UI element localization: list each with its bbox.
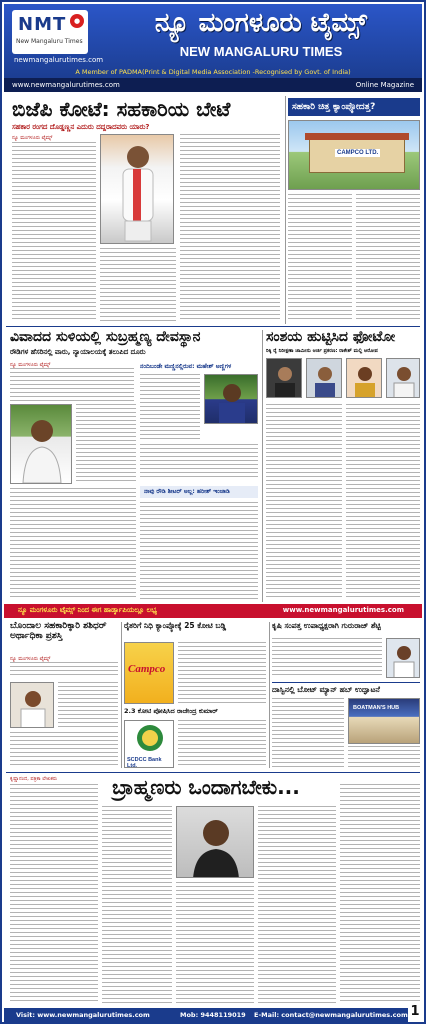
section-rule — [6, 772, 420, 773]
award-story-photo — [10, 682, 54, 728]
person-icon — [387, 639, 420, 678]
agri-story-headline[interactable]: ಕೃಷಿ ಸಂಪತ್ತ ಉಪಾಧ್ಯಕ್ಷರಾಗಿ ಗುರುರಾಜ್ ಶೆಟ್ಟಿ — [272, 621, 381, 630]
lead-column-1 — [12, 142, 96, 322]
campco-ad-image — [124, 642, 174, 704]
award-story-column-2 — [58, 682, 118, 728]
photo-story-column-1 — [266, 404, 342, 600]
photo-story-portrait-2 — [306, 358, 342, 398]
brahmin-story-column-5 — [340, 784, 420, 1004]
boatman-hub-photo — [348, 698, 420, 744]
boatman-story-column-2 — [348, 746, 420, 768]
person-icon — [307, 359, 342, 398]
brahmin-story-headline[interactable]: ಬ್ರಾಹ್ಮಣರು ಒಂದಾಗಬೇಕು... — [112, 775, 300, 799]
lead-photo — [100, 134, 174, 244]
temple-story-byline: ನ್ಯೂ ಮಂಗಳೂರು ಟೈಮ್ಸ್ — [10, 362, 51, 368]
banner-text: ನ್ಯೂ ಮಂಗಳೂರು ಟೈಮ್ಸ್ ನಿಂದ ಈಗ ಹಾರ್ಡ್ಕಾಪಿಯಲ್ಲೂ ಲಭ್ಯ — [18, 606, 157, 614]
footer-bar — [4, 1008, 422, 1022]
logo-badge-icon: ● — [70, 14, 84, 28]
masthead-tagline: A Member of PADMA(Print & Digital Media Association -Recognised by Govt. of India) — [75, 68, 351, 76]
campco-story-column-2 — [178, 720, 266, 768]
footer-phone[interactable]: Mob: 9448119019 — [180, 1011, 246, 1019]
scdcc-logo-box — [124, 720, 174, 768]
campco-story-headline[interactable]: ರೈತರಿಗೆ ನಿಧಿ ಕ್ಯಾಂಪ್ಕೋಕ್ಕೆ 25 ಕೋಟಿ ಬಡ್ಡಿ — [124, 621, 227, 630]
brahmin-story-column-2 — [102, 806, 172, 1004]
campco-logo: Campco — [128, 663, 166, 675]
boatman-story-column-1 — [272, 698, 344, 768]
person-icon — [267, 359, 302, 398]
hardcopy-banner[interactable] — [4, 604, 422, 618]
side-story-headline[interactable]: ಸಹಕಾರಿ ಚಿತ್ತ ಕ್ಯಾಂಪ್ಕೋದತ್ತ? — [288, 98, 420, 116]
building-roof — [305, 133, 409, 140]
agri-story-photo — [386, 638, 420, 678]
person-icon — [11, 683, 54, 728]
masthead-bar-website[interactable]: www.newmangalurutimes.com — [12, 81, 120, 89]
banner-website[interactable]: www.newmangalurutimes.com — [282, 606, 404, 614]
temple-story-photo — [10, 404, 72, 484]
person-icon — [11, 405, 72, 484]
person-icon — [101, 135, 174, 244]
temple-inset-photo — [204, 374, 258, 424]
person-icon — [177, 807, 254, 878]
temple-inset2-headline: ನಾವು ರೌಡಿ ಶೀಟರ್ ಅಲ್ಲ: ಹರೀಶ್ ಇಂಜಾಡಿ — [140, 486, 258, 498]
logo-subtext: New Mangaluru Times — [16, 38, 83, 45]
temple-inset2-column — [140, 502, 258, 600]
brahmin-story-column-3 — [176, 882, 254, 1004]
person-icon — [387, 359, 420, 398]
scdcc-headline: 2.3 ಕೋಟಿ ಪೋಷಿಸಿದ ರಾಜೇಂದ್ರ ಕುಮಾರ್ — [124, 707, 218, 715]
lead-column-2 — [180, 134, 280, 322]
temple-story-column-1b — [76, 404, 136, 484]
temple-story-column-1a — [10, 368, 134, 402]
brahmin-story-byline: ಕೃಷ್ಣಾನಂದ, ಪತ್ರಿಕಾ ಲೇಖಕರು — [10, 776, 58, 782]
footer-email[interactable]: E-Mail: contact@newmangalurutimes.com — [254, 1011, 408, 1019]
building-sign: CAMPCO LTD. — [337, 150, 379, 156]
photo-story-portrait-3 — [346, 358, 382, 398]
person-icon — [205, 375, 258, 424]
column-divider — [262, 330, 263, 602]
scdcc-name: SCDCC Bank Ltd. — [127, 757, 162, 768]
person-icon — [347, 359, 382, 398]
masthead-bar — [4, 78, 422, 92]
award-story-column-1 — [10, 662, 118, 678]
bank-emblem-icon — [125, 721, 174, 755]
logo-text: NMT — [18, 14, 67, 35]
temple-inset-column — [140, 374, 200, 442]
lead-byline: ನ್ಯೂ ಮಂಗಳೂರು ಟೈಮ್ಸ್ — [12, 135, 53, 141]
section-rule — [6, 326, 420, 327]
temple-story-subhead: ರೌಡಿಗಳ ಹೆಸರಿನಲ್ಲಿ ವಾರು, ನ್ಯಾಯಾಲಯಕ್ಕೆ ತಲುಪಿದ ದೂರು — [10, 348, 146, 356]
photo-story-headline[interactable]: ಸಂಶಯ ಹುಟ್ಟಿಸಿದ ಫೋಟೋ — [266, 329, 396, 345]
temple-inset-column-2 — [140, 444, 258, 480]
column-divider — [269, 622, 270, 768]
campco-story-column-1 — [178, 642, 266, 704]
lead-headline[interactable]: ಬಿಜೆಪಿ ಕೋಟೆ: ಸಹಕಾರಿಯ ಬೇಟೆ — [12, 97, 231, 121]
boatman-story-headline[interactable]: ದಾಸ್ವಿನಲ್ಲಿ ಬೋಟ್ ಮ್ಯಾನ್ ಹಬ್ ಉದ್ಘಾಟನೆ — [272, 685, 380, 694]
masthead — [4, 4, 422, 86]
lead-subhead: ಸಹಕಾರ ರಂಗದ ದೊಡ್ಡಣ್ಣನ ಎದುರು ದದ್ದರಾದವರು ಯಾರು? — [12, 123, 150, 131]
masthead-website[interactable]: newmangalurutimes.com — [14, 56, 104, 64]
footer-website[interactable]: Visit: www.newmangalurutimes.com — [16, 1011, 150, 1019]
temple-inset-headline: ನಂದಿಬಂಡೇ ಮಣ್ಣಿನಲ್ಲಿರುವ: ಮಹೇಶ್ ಅಣ್ಣಿಗಳ — [140, 363, 232, 370]
column-divider — [285, 96, 286, 324]
column-divider — [121, 622, 122, 768]
lead-column-3 — [100, 248, 176, 322]
boatman-sign: BOATMAN'S HUB — [353, 705, 400, 711]
section-rule — [272, 682, 420, 683]
side-story-column-2 — [356, 194, 420, 322]
photo-story-column-2 — [346, 404, 420, 600]
page-number: 1 — [408, 1004, 422, 1022]
temple-story-column-1c — [10, 488, 136, 600]
masthead-bar-label: Online Magazine — [355, 81, 414, 89]
brahmin-story-column-4 — [258, 806, 336, 1004]
logo[interactable] — [12, 10, 88, 54]
masthead-title-kannada: ನ್ಯೂ ಮಂಗಳೂರು ಟೈಮ್ಸ್ — [154, 8, 368, 38]
campco-building-photo — [288, 120, 420, 190]
award-story-headline[interactable]: ಬೊಂದಾಲ ಸಹಕಾರಿಕ್ಕಾರಿ ಶಶಿಧರ್ ಅರ್ಥಾಧಿಕಾ ಪ್ರಶಸ್ತಿ — [10, 621, 107, 641]
brahmin-story-column-1 — [10, 784, 98, 1004]
photo-story-portrait-1 — [266, 358, 302, 398]
side-story-column-1 — [288, 194, 352, 322]
award-story-column-3 — [10, 732, 118, 768]
masthead-title-english: NEW MANGALURU TIMES — [179, 44, 343, 59]
photo-story-portrait-4 — [386, 358, 420, 398]
award-story-byline: ನ್ಯೂ ಮಂಗಳೂರು ಟೈಮ್ಸ್ — [10, 656, 51, 662]
temple-story-headline[interactable]: ವಿವಾದದ ಸುಳಿಯಲ್ಲಿ ಸುಬ್ರಹ್ಮಣ್ಯ ದೇವಸ್ಥಾನ — [10, 329, 201, 345]
agri-story-column-1 — [272, 638, 382, 678]
photo-story-subhead: ರಿಕ್ಕಿ ರೈ ನಿರೀಕ್ಷಣಾ ಜಾಮೀನು ಅರ್ಜಿ ಪ್ರಕರಣ: ರಾಕೇಶ್ ಮಲ್ಲಿ ಆರೋಪ — [266, 348, 378, 354]
brahmin-story-photo — [176, 806, 254, 878]
